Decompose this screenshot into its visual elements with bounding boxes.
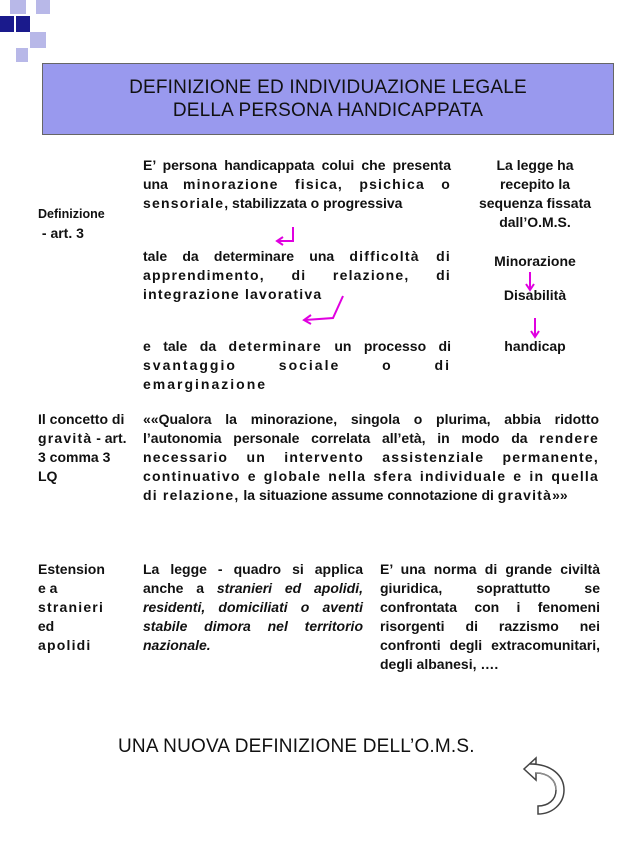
text-segment: »»: [552, 487, 568, 503]
text-segment: ««Qualora la minorazione, singola o plurima, abbia ridotto l’autonomia personale correlata all’età, in modo da: [143, 411, 599, 446]
text-segment: rendere necessario un intervento assistenziale permanente, continuativo e globale nella sfera individuale e in quella di relazione,: [143, 430, 599, 503]
text-segment: , stabilizzata o progressiva: [224, 195, 403, 211]
text-segment: svantaggio sociale o di emarginazione: [143, 357, 451, 392]
text-segment: tale da determinare una: [143, 248, 350, 264]
text-segment: La legge - quadro si applica anche a: [143, 561, 363, 596]
oms-step-handicap: handicap: [504, 338, 566, 354]
text-segment: stranieri ed apolidi, residenti, domiciliati o aventi stabile dimora nel territorio nazionale.: [143, 580, 363, 653]
title-line-2: DELLA PERSONA HANDICAPPATA: [172, 100, 484, 121]
text-segment: minorazione fisica, psichica o sensoriale: [143, 176, 451, 211]
text-segment: - art. 3 comma 3 LQ: [38, 430, 127, 484]
oms-intro: La legge ha recepito la sequenza fissata dall’O.M.S.: [478, 157, 592, 230]
gravita-paragraph: [143, 410, 599, 505]
definizione-label-line1: Definizione: [38, 207, 105, 221]
text-segment: gravità: [38, 430, 93, 446]
down-arrow-2: [531, 318, 539, 337]
text-segment: Estension: [38, 561, 105, 577]
footer-title: UNA NUOVA DEFINIZIONE DELL’O.M.S.: [118, 736, 475, 757]
estensione-paragraph-middle: [143, 560, 363, 655]
text-segment: gravità: [497, 487, 553, 503]
definizione-label-line2: - art. 3: [38, 225, 84, 241]
connector-arrow-1: [277, 227, 293, 245]
title-line-1: DEFINIZIONE ED INDIVIDUAZIONE LEGALE: [129, 77, 527, 98]
text-segment: un processo di: [321, 338, 451, 354]
connector-arrow-2: [304, 296, 343, 324]
text-segment: stranieri: [38, 599, 105, 615]
text-segment: ed: [34, 618, 59, 634]
estensione-paragraph-right: E’ una norma di grande civiltà giuridica, soprattutto se confrontata con i fenomeni risorgenti di razzismo nei confronti degli extracomunitari, degli albanesi, ….: [380, 561, 600, 672]
gravita-label: [38, 410, 133, 486]
text-segment: determinare: [228, 338, 322, 354]
oms-step-minorazione: Minorazione: [494, 253, 576, 269]
curved-arrow-icon[interactable]: [522, 760, 568, 818]
oms-step-disabilita: Disabilità: [503, 287, 567, 303]
text-segment: la situazione assume connotazione di: [239, 487, 498, 503]
text-segment: E’ persona handicappata colui che presenta una: [143, 157, 451, 192]
estensione-label: [34, 560, 130, 655]
text-segment: apolidi: [38, 637, 92, 653]
text-segment: difficoltà di apprendimento, di relazione, di integrazione lavorativa: [143, 248, 452, 302]
text-segment: e tale da: [143, 338, 229, 354]
text-segment: Il concetto di: [38, 411, 125, 427]
text-segment: e a: [38, 580, 62, 596]
